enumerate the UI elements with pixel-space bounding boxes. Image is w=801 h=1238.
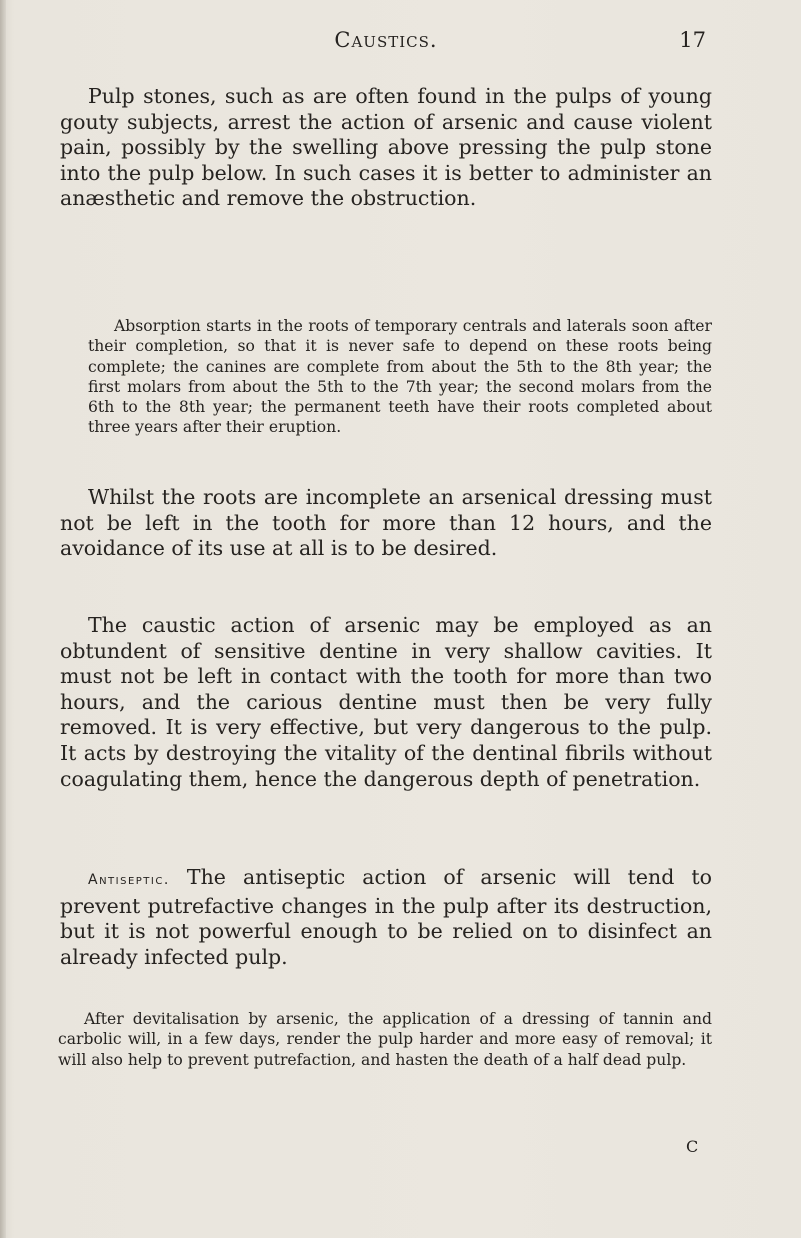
paragraph-caustic-action: The caustic action of arsenic may be employed as an obtundent of sensitive dentine in very shallow cavities. It must not be left in contact with the tooth for more than two hours, and the carious dentine must then be very fully removed. It is very effective, but very dangerous to the pulp. It acts by destroying the vitality of the dentinal fibrils without coagulating them, hence the dangerous depth of penetration. <box>60 613 712 791</box>
paragraph-pulp-stones: Pulp stones, such as are often found in the pulps of young gouty subjects, arrest the action of arsenic and cause violent pain, possibly by the swelling above pressing the pulp stone into the pulp below. In such cases it is better to administer an anæsthetic and remove the obstruction. <box>60 84 712 211</box>
printer-signature-mark: C <box>686 1137 699 1156</box>
paragraph-incomplete-roots: Whilst the roots are incomplete an arsenical dressing must not be left in the tooth for more than 12 hours, and the avoidance of its use at all is to be desired. <box>60 485 712 561</box>
book-spine-shadow <box>0 0 6 1238</box>
antiseptic-text: The antiseptic action of arsenic will tend to prevent putrefactive changes in the pulp after its destruction, but it is not powerful enough to be relied on to disinfect an already infected pulp. <box>60 865 712 969</box>
paragraph-antiseptic <box>60 865 712 970</box>
running-title: Caustics. <box>334 28 438 52</box>
antiseptic-heading: Antiseptic. <box>88 872 170 888</box>
running-head <box>66 28 706 58</box>
note-absorption: Absorption starts in the roots of temporary centrals and laterals soon after their completion, so that it is never safe to depend on these roots being complete; the canines are complete from about the 5th to the 8th year; the first molars from about the 5th to the 7th year; the second molars from the 6th to the 8th year; the permanent teeth have their roots completed about three years after their eruption. <box>88 317 712 437</box>
note-devitalisation: After devitalisation by arsenic, the application of a dressing of tannin and carbolic will, in a few days, render the pulp harder and more easy of removal; it will also help to prevent putrefaction, and hasten the death of a half dead pulp. <box>58 1010 712 1069</box>
page-number: 17 <box>679 28 706 52</box>
